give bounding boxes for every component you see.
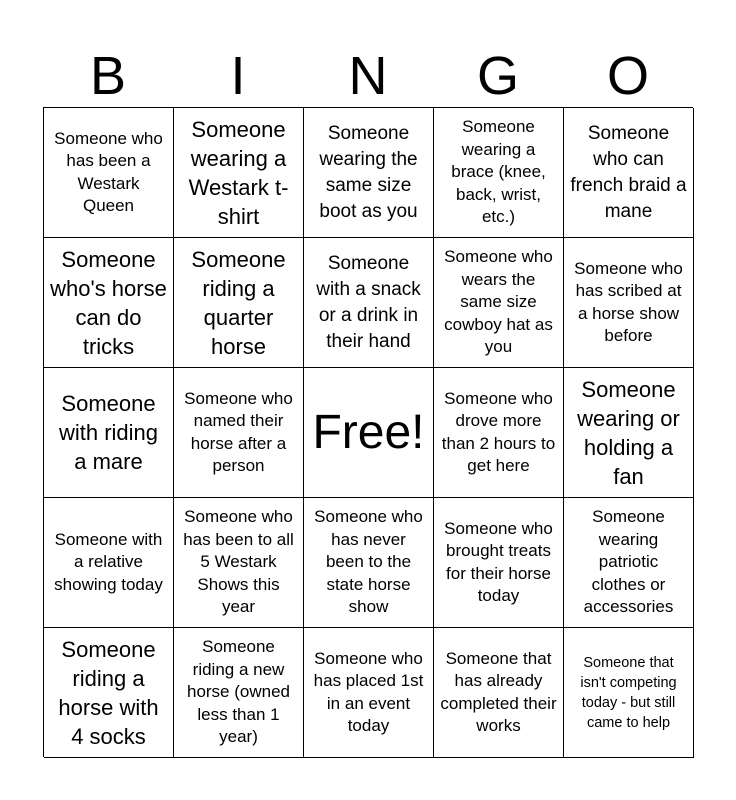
cell-text: Someone that has already completed their works — [440, 648, 557, 735]
cell-text: Someone riding a new horse (owned less than 1 year) — [186, 637, 290, 747]
cell-text: Someone wearing a brace (knee, back, wrist, etc.) — [451, 117, 546, 227]
cell-text: Someone who has been a Westark Queen — [54, 128, 163, 215]
header-letter-i: I — [230, 46, 246, 106]
cell-text: Someone that isn't competing today - but still came to help — [580, 654, 677, 731]
cell-text: Someone with a relative showing today — [54, 529, 163, 594]
cell-text: Someone wearing patriotic clothes or accessories — [583, 507, 674, 617]
bingo-cell[interactable] — [174, 368, 304, 498]
bingo-cell[interactable] — [174, 498, 304, 628]
cell-text: Someone who brought treats for their horse today — [444, 518, 553, 605]
cell-text: Someone who named their horse after a person — [184, 388, 293, 475]
bingo-cell[interactable] — [304, 238, 434, 368]
bingo-cell[interactable] — [44, 498, 174, 628]
bingo-cell[interactable] — [564, 238, 694, 368]
cell-text: Someone wearing a Westark t-shirt — [188, 116, 289, 229]
cell-text: Someone who wears the same size cowboy hat as you — [444, 247, 553, 357]
header-letter-g: G — [476, 46, 519, 106]
header-letter-b: B — [89, 46, 127, 106]
bingo-cell[interactable] — [564, 108, 694, 238]
free-space-text: Free! — [312, 405, 425, 459]
cell-text: Someone who drove more than 2 hours to get here — [441, 388, 556, 475]
cell-text: Someone wearing or holding a fan — [577, 376, 680, 489]
bingo-cell[interactable] — [434, 108, 564, 238]
bingo-cell[interactable] — [434, 238, 564, 368]
bingo-header — [43, 46, 693, 106]
cell-text: Someone with riding a mare — [58, 391, 159, 474]
bingo-cell[interactable] — [434, 368, 564, 498]
bingo-cell[interactable] — [434, 498, 564, 628]
bingo-cell[interactable] — [304, 108, 434, 238]
cell-text: Someone with a snack or a drink in their hand — [316, 252, 421, 352]
cell-text: Someone who has been to all 5 Westark Shows this year — [183, 507, 294, 617]
bingo-cell[interactable] — [44, 238, 174, 368]
cell-text: Someone who has scribed at a horse show before — [574, 258, 683, 345]
bingo-cell[interactable] — [44, 368, 174, 498]
free-space-cell[interactable] — [304, 368, 434, 498]
bingo-cell[interactable] — [44, 628, 174, 758]
bingo-cell[interactable] — [564, 368, 694, 498]
bingo-cell[interactable] — [564, 498, 694, 628]
cell-text: Someone riding a quarter horse — [191, 246, 286, 359]
cell-text: Someone who's horse can do tricks — [50, 246, 167, 359]
bingo-cell[interactable] — [174, 628, 304, 758]
cell-text: Someone who has placed 1st in an event today — [313, 648, 424, 735]
bingo-cell[interactable] — [174, 108, 304, 238]
bingo-cell[interactable] — [44, 108, 174, 238]
bingo-cell[interactable] — [304, 498, 434, 628]
bingo-board — [43, 107, 693, 757]
header-letter-o: O — [606, 46, 649, 106]
cell-text: Someone who can french braid a mane — [570, 122, 687, 222]
cell-text: Someone riding a horse with 4 socks — [58, 636, 159, 749]
bingo-cell[interactable] — [564, 628, 694, 758]
bingo-cell[interactable] — [434, 628, 564, 758]
bingo-cell[interactable] — [304, 628, 434, 758]
header-letter-n: N — [348, 46, 388, 106]
bingo-cell[interactable] — [174, 238, 304, 368]
cell-text: Someone who has never been to the state horse show — [314, 507, 423, 617]
cell-text: Someone wearing the same size boot as you — [319, 122, 418, 222]
